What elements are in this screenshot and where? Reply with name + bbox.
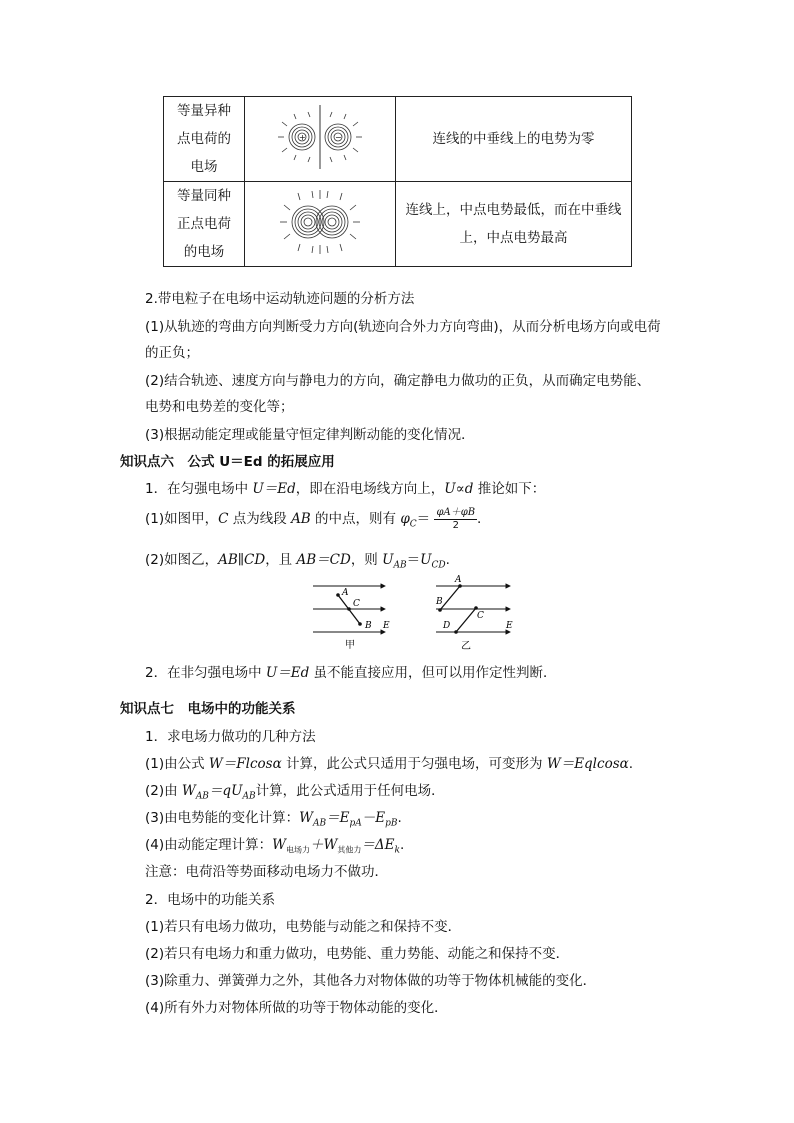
field-description-cell: 连线的中垂线上的电势为零 — [396, 97, 632, 182]
segment-cd — [456, 608, 476, 632]
paragraph: (2)若只有电场力和重力做功，电势能、重力势能、动能之和保持不变． — [145, 946, 570, 962]
label-a: A — [342, 588, 349, 598]
field-figure-cell — [245, 182, 396, 267]
field-description-cell: 连线上，中点电势最低，而在中垂线 上，中点电势最高 — [396, 182, 632, 267]
paragraph: (2)如图乙，AB∥CD，且 AB＝CD，则 $U_{AB}=U_{CD}$. — [145, 552, 450, 571]
paragraph: 2．在非匀强电场中 U＝Ed 虽不能直接应用，但可以用作定性判断． — [145, 665, 557, 681]
paragraph: (2)由 $W_{AB}=qU_{AB}$计算，此公式适用于任何电场． — [145, 783, 445, 802]
label-b: B — [436, 597, 443, 607]
label-d: D — [443, 621, 451, 631]
segment-ab — [440, 586, 460, 610]
paragraph: (4)由动能定理计算：$W_{电场力}+W_{其他力}=\Delta E_k$. — [145, 837, 405, 856]
section-heading: 知识点六 公式 U＝Ed 的拓展应用 — [120, 454, 335, 470]
label-e: E — [383, 621, 390, 631]
paragraph: (2)结合轨迹、速度方向与静电力的方向，确定静电力做功的正负，从而确定电势能、 — [145, 373, 651, 389]
figure-jia — [305, 578, 405, 656]
label-c: C — [353, 599, 360, 609]
table-row — [164, 182, 632, 267]
paragraph: 的正负； — [145, 345, 199, 361]
label-a: A — [455, 575, 462, 585]
svg-text:−: − — [335, 133, 342, 142]
paragraph: (3)由电势能的变化计算：$W_{AB}=E_{pA}-E_{pB}$. — [145, 810, 402, 829]
field-name-cell: 等量异种 点电荷的 电场 — [164, 97, 245, 182]
section-heading: 知识点七 电场中的功能关系 — [120, 701, 296, 717]
like-charges-field-icon — [260, 187, 380, 257]
field-figure-cell — [245, 97, 396, 182]
figure-caption: 乙 — [461, 641, 471, 652]
subsection-title: 1．求电场力做功的几种方法 — [145, 729, 316, 745]
paragraph: 1．在匀强电场中 U＝Ed，即在沿电场线方向上，U∝d 推论如下： — [145, 481, 546, 497]
paragraph: (1)从轨迹的弯曲方向判断受力方向(轨迹向合外力方向弯曲)，从而分析电场方向或电荷 — [145, 319, 661, 335]
formula-line: (1)如图甲，C 点为线段 AB 的中点，则有 $\varphi_C=$ $\frac{\varphi A+\varphi B}{2}$ . — [145, 506, 482, 531]
figure-caption: 甲 — [345, 640, 355, 651]
fraction: $\frac{\varphi A+\varphi B}{2}$ — [436, 506, 476, 531]
svg-text:+: + — [299, 133, 306, 142]
subsection-title: 2．电场中的功能关系 — [145, 892, 276, 908]
label-b: B — [365, 621, 372, 631]
table-row — [164, 97, 632, 182]
opposite-charges-field-icon — [260, 102, 380, 172]
paragraph: (4)所有外力对物体所做的功等于物体动能的变化． — [145, 1000, 448, 1016]
label-c: C — [477, 611, 484, 621]
paragraph: (1)若只有电场力做功，电势能与动能之和保持不变． — [145, 919, 462, 935]
paragraph: (3)根据动能定理或能量守恒定律判断动能的变化情况． — [145, 427, 475, 443]
note: 注意：电荷沿等势面移动电场力不做功． — [145, 864, 388, 880]
label-e: E — [506, 621, 513, 631]
field-name-cell: 等量同种 正点电荷 的电场 — [164, 182, 245, 267]
trajectory-section-title: 2.带电粒子在电场中运动轨迹问题的分析方法 — [145, 291, 415, 307]
paragraph: (3)除重力、弹簧弹力之外，其他各力对物体做的功等于物体机械能的变化． — [145, 973, 597, 989]
figure-yi — [428, 574, 528, 656]
paragraph: (1)由公式 W＝Flcosα 计算，此公式只适用于匀强电场，可变形为 W＝Eqlcosα. — [145, 756, 634, 772]
paragraph: 电势和电势差的变化等； — [145, 399, 294, 415]
charge-field-table — [163, 96, 632, 267]
